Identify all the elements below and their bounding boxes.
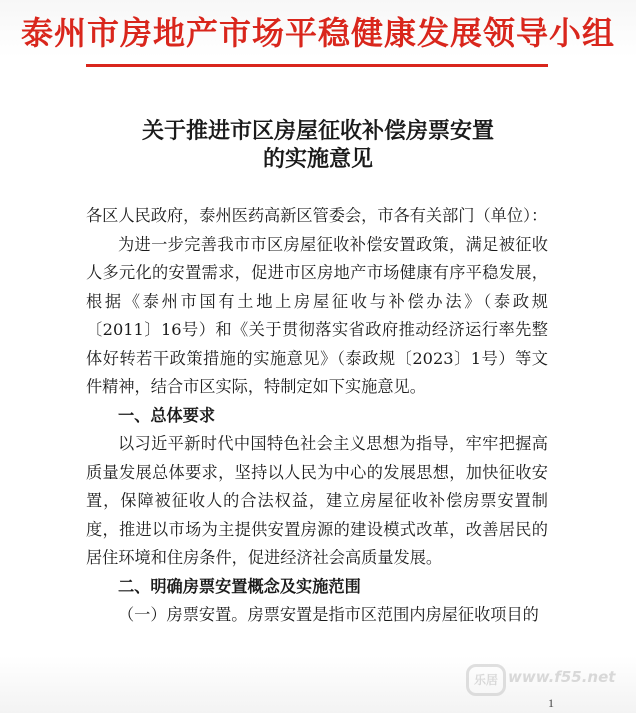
document-title-line-2: 的实施意见 xyxy=(262,146,373,172)
document-title-line-1: 关于推进市区房屋征收补偿房票安置 xyxy=(141,118,494,144)
section-heading-1: 一、总体要求 xyxy=(118,405,216,425)
watermark-url: www.f55.net xyxy=(508,668,616,686)
document-body xyxy=(86,202,548,630)
salutation: 各区人民政府，泰州医药高新区管委会，市各有关部门（单位）： xyxy=(86,206,548,225)
section-2-paragraph: （一）房票安置。房票安置是指市区范围内房屋征收项目的 xyxy=(118,605,539,624)
watermark-logo: 乐居 xyxy=(466,664,506,696)
page-number: 1 xyxy=(548,696,554,710)
section-1-paragraph: 以习近平新时代中国特色社会主义思想为指导，牢牢把握高质量发展总体要求，坚持以人民为中心的发展思想，加快征收安置，保障被征收人的合法权益，建立房屋征收补偿房票安置制度，推进以市场为主提供安置房源的建设模式改革，改善居民的居住环境和住房条件，促进经济社会高质量发展。 xyxy=(86,434,548,567)
issuer-header: 泰州市房地产市场平稳健康发展领导小组 xyxy=(20,14,615,52)
section-heading-2: 二、明确房票安置概念及实施范围 xyxy=(118,576,361,596)
header-divider xyxy=(86,64,548,67)
intro-paragraph: 为进一步完善我市市区房屋征收补偿安置政策，满足被征收人多元化的安置需求，促进市区房地产市场健康有序平稳发展，根据《泰州市国有土地上房屋征收与补偿办法》（泰政规〔2011〕16号）和《关于贯彻落实省政府推动经济运行率先整体好转若干政策措施的实施意见》（泰政规〔2023〕1号）等文件精神，结合市区实际，特制定如下实施意见。 xyxy=(86,234,548,396)
site-watermark xyxy=(466,658,616,698)
